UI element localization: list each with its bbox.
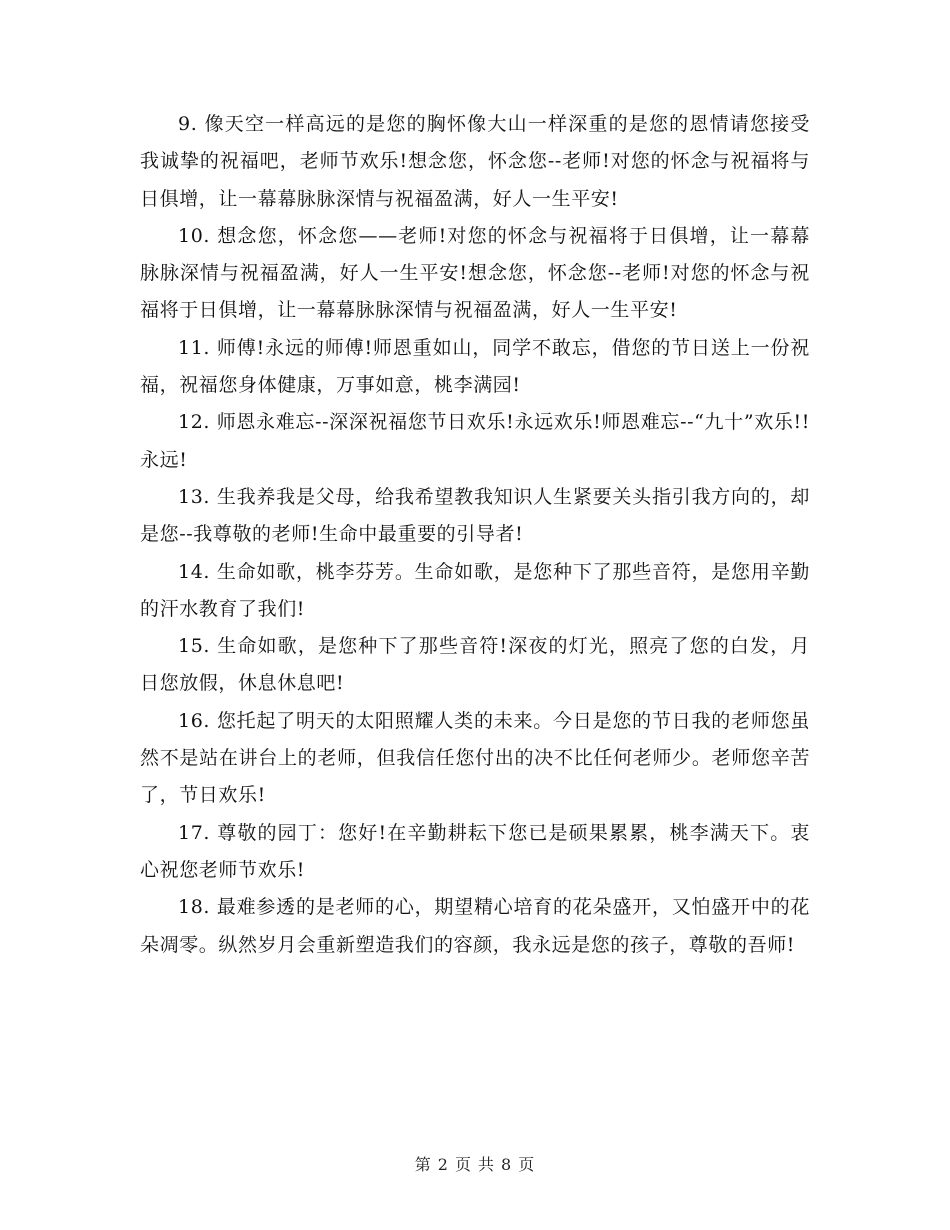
paragraph-15: 15. 生命如歌，是您种下了那些音符!深夜的灯光，照亮了您的白发，月日您放假，休息休息吧! <box>140 635 810 695</box>
paragraph-14: 14. 生命如歌，桃李芬芳。生命如歌，是您种下了那些音符，是您用辛勤的汗水教育了我们! <box>140 560 810 620</box>
footer-total-pages: 8 <box>501 1155 513 1174</box>
paragraph-17: 17. 尊敬的园丁：您好!在辛勤耕耘下您已是硕果累累，桃李满天下。衷心祝您老师节欢乐! <box>140 821 810 881</box>
footer-suffix: 页 <box>518 1155 536 1174</box>
footer-middle: 页 共 <box>454 1155 496 1174</box>
paragraph-12: 12. 师恩永难忘--深深祝福您节日欢乐!永远欢乐!师恩难忘--“九十”欢乐!!永远! <box>140 411 810 471</box>
paragraph-13: 13. 生我养我是父母，给我希望教我知识人生紧要关头指引我方向的，却是您--我尊敬的老师!生命中最重要的引导者! <box>140 485 810 546</box>
footer-prefix: 第 <box>414 1155 432 1174</box>
document-body <box>140 106 810 964</box>
paragraph-11: 11. 师傅!永远的师傅!师恩重如山，同学不敢忘，借您的节日送上一份祝福，祝福您身体健康，万事如意，桃李满园! <box>140 336 810 397</box>
page-footer <box>0 1152 950 1175</box>
paragraph-18: 18. 最难参透的是老师的心，期望精心培育的花朵盛开，又怕盛开中的花朵凋零。纵然岁月会重新塑造我们的容颜，我永远是您的孩子，尊敬的吾师! <box>140 896 810 956</box>
paragraph-16: 16. 您托起了明天的太阳照耀人类的未来。今日是您的节日我的老师您虽然不是站在讲台上的老师，但我信任您付出的决不比任何老师少。老师您辛苦了，节日欢乐! <box>140 709 810 807</box>
footer-current-page: 2 <box>437 1155 449 1174</box>
paragraph-9: 9. 像天空一样高远的是您的胸怀像大山一样深重的是您的恩情请您接受我诚挚的祝福吧，老师节欢乐!想念您，怀念您--老师!对您的怀念与祝福将与日俱增，让一幕幕脉脉深情与祝福盈满，好人一生平安! <box>140 113 810 210</box>
paragraph-10: 10. 想念您，怀念您——老师!对您的怀念与祝福将于日俱增，让一幕幕脉脉深情与祝福盈满，好人一生平安!想念您，怀念您--老师!对您的怀念与祝福将于日俱增，让一幕幕脉脉深情与祝福盈满，好人一生平安! <box>140 224 810 322</box>
